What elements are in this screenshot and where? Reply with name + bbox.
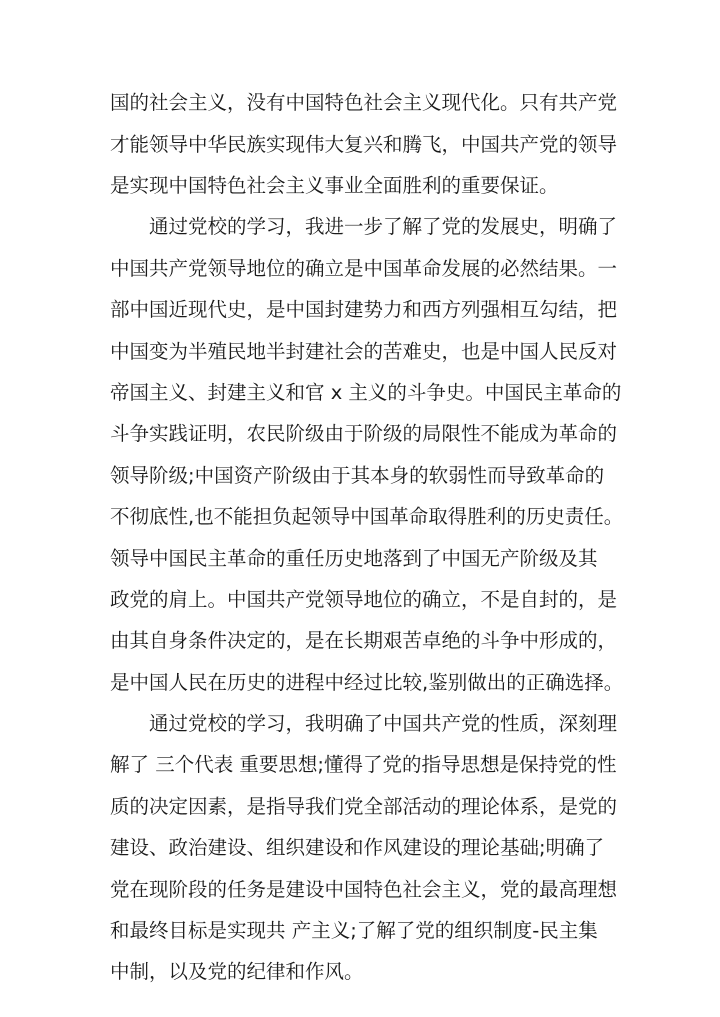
text-line-9: 斗争实践证明，农民阶级由于阶级的局限性不能成为革命的: [110, 422, 618, 445]
text-line-16: 通过党校的学习，我明确了中国共产党的性质，深刻理: [149, 712, 618, 735]
text-line-21: 和最终目标是实现共 产主义;了解了党的组织制度-民主集: [110, 919, 598, 942]
text-line-12: 领导中国民主革命的重任历史地落到了中国无产阶级及其: [110, 547, 598, 570]
text-line-20: 党在现阶段的任务是建设中国特色社会主义，党的最高理想: [110, 878, 618, 901]
text-line-18: 质的决定因素，是指导我们党全部活动的理论体系，是党的: [110, 795, 618, 818]
text-line-19: 建设、政治建设、组织建设和作风建设的理论基础;明确了: [110, 836, 605, 859]
text-line-4: 通过党校的学习，我进一步了解了党的发展史，明确了: [149, 215, 618, 238]
text-line-2: 才能领导中华民族实现伟大复兴和腾飞，中国共产党的领导: [110, 133, 618, 156]
text-line-3: 是实现中国特色社会主义事业全面胜利的重要保证。: [110, 174, 559, 197]
text-line-5: 中国共产党领导地位的确立是中国革命发展的必然结果。一: [110, 257, 618, 280]
text-line-15: 是中国人民在历史的进程中经过比较,鉴别做出的正确选择。: [110, 671, 624, 694]
text-line-13: 政党的肩上。中国共产党领导地位的确立，不是自封的，是: [110, 588, 618, 611]
text-line-10: 领导阶级;中国资产阶级由于其本身的软弱性而导致革命的: [110, 464, 605, 487]
text-line-14: 由其自身条件决定的，是在长期艰苦卓绝的斗争中形成的，: [110, 629, 618, 652]
text-line-17: 解了 三个代表 重要思想;懂得了党的指导思想是保持党的性: [110, 753, 617, 776]
text-line-11: 不彻底性,也不能担负起领导中国革命取得胜利的历史责任。: [110, 505, 624, 528]
text-line-7: 中国变为半殖民地半封建社会的苦难史，也是中国人民反对: [110, 340, 618, 363]
text-line-8: 帝国主义、封建主义和官 x 主义的斗争史。中国民主革命的: [110, 381, 622, 404]
text-line-1: 国的社会主义，没有中国特色社会主义现代化。只有共产党: [110, 91, 618, 114]
text-line-22: 中制，以及党的纪律和作风。: [110, 960, 364, 983]
text-line-6: 部中国近现代史，是中国封建势力和西方列强相互勾结，把: [110, 298, 618, 321]
